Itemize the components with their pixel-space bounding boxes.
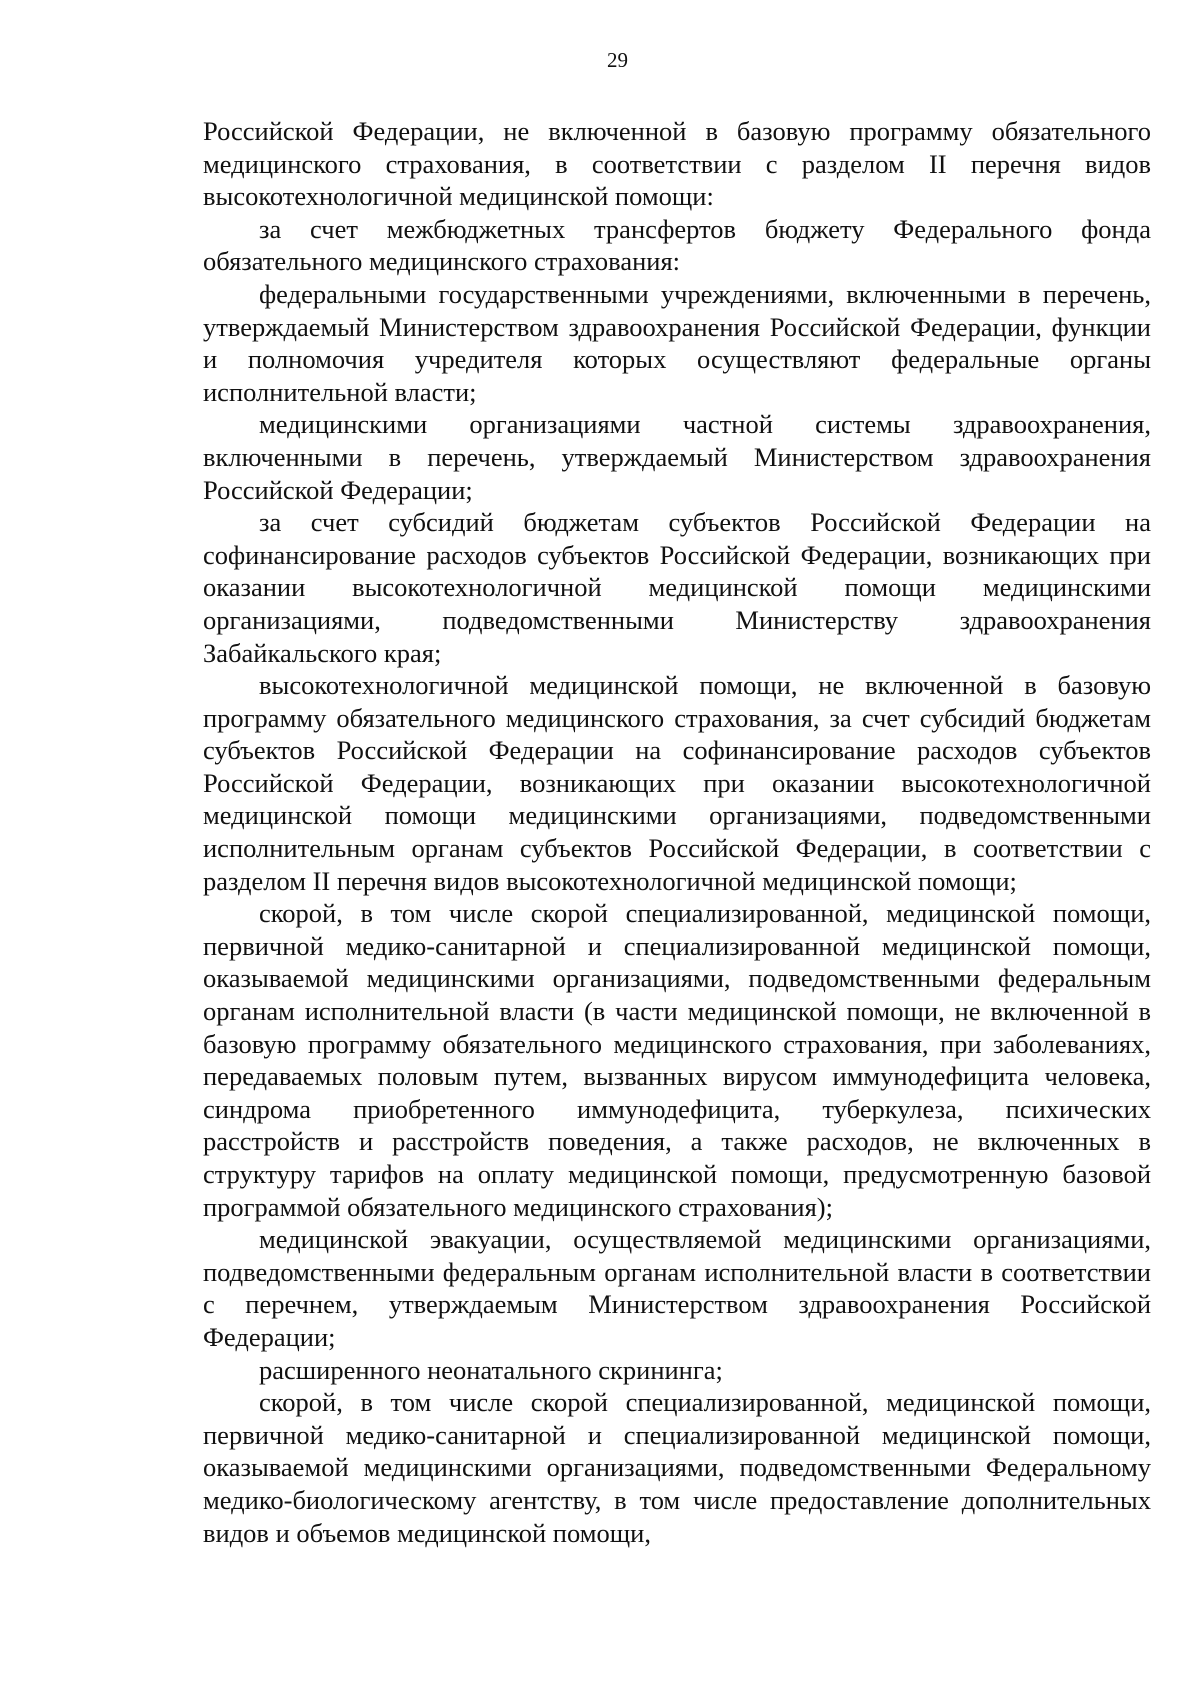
paragraph-10: скорой, в том числе скорой специализированной, медицинской помощи, первичной медико-санитарной и специализированной медицинской помощи, оказываемой медицинскими организациями, подведомственными Федеральному медико-биологическому агентству, в том числе предоставление дополнительных видов и объемов медицинской помощи, [203, 1387, 1151, 1548]
paragraph-3: федеральными государственными учреждениями, включенными в перечень, утверждаемый Министерством здравоохранения Российской Федерации, функции и полномочия учредителя которых осуществляют федеральные органы исполнительной власти; [203, 278, 1151, 407]
paragraph-1: Российской Федерации, не включенной в базовую программу обязательного медицинского страхования, в соответствии с разделом II перечня видов высокотехнологичной медицинской помощи: [203, 116, 1151, 212]
paragraph-4: медицинскими организациями частной системы здравоохранения, включенными в перечень, утверждаемый Министерством здравоохранения Российской Федерации; [203, 409, 1151, 505]
document-body [203, 115, 1151, 1549]
paragraph-6: высокотехнологичной медицинской помощи, не включенной в базовую программу обязательного медицинского страхования, за счет субсидий бюджетам субъектов Российской Федерации на софинансирование расходов субъектов Российской Федерации, возникающих при оказании высокотехнологичной медицинской помощи медицинскими организациями, подведомственными исполнительным органам субъектов Российской Федерации, в соответствии с разделом II перечня видов высокотехнологичной медицинской помощи; [203, 670, 1151, 896]
paragraph-5: за счет субсидий бюджетам субъектов Российской Федерации на софинансирование расходов субъектов Российской Федерации, возникающих при оказании высокотехнологичной медицинской помощи медицинскими организациями, подведомственными Министерству здравоохранения Забайкальского края; [203, 507, 1151, 668]
paragraph-8: медицинской эвакуации, осуществляемой медицинскими организациями, подведомственными федеральным органам исполнительной власти в соответствии с перечнем, утверждаемым Министерством здравоохранения Российской Федерации; [203, 1224, 1151, 1352]
paragraph-9: расширенного неонатального скрининга; [259, 1354, 723, 1385]
page-number: 29 [607, 48, 628, 72]
paragraph-2: за счет межбюджетных трансфертов бюджету Федерального фонда обязательного медицинского страхования: [203, 213, 1151, 277]
paragraph-7: скорой, в том числе скорой специализированной, медицинской помощи, первичной медико-санитарной и специализированной медицинской помощи, оказываемой медицинскими организациями, подведомственными федеральным органам исполнительной власти (в части медицинской помощи, не включенной в базовую программу обязательного медицинского страхования, при заболеваниях, передаваемых половым путем, вызванных вирусом иммунодефицита человека, синдрома приобретенного иммунодефицита, туберкулеза, психических расстройств и расстройств поведения, а также расходов, не включенных в структуру тарифов на оплату медицинской помощи, предусмотренную базовой программой обязательного медицинского страхования); [203, 898, 1151, 1222]
